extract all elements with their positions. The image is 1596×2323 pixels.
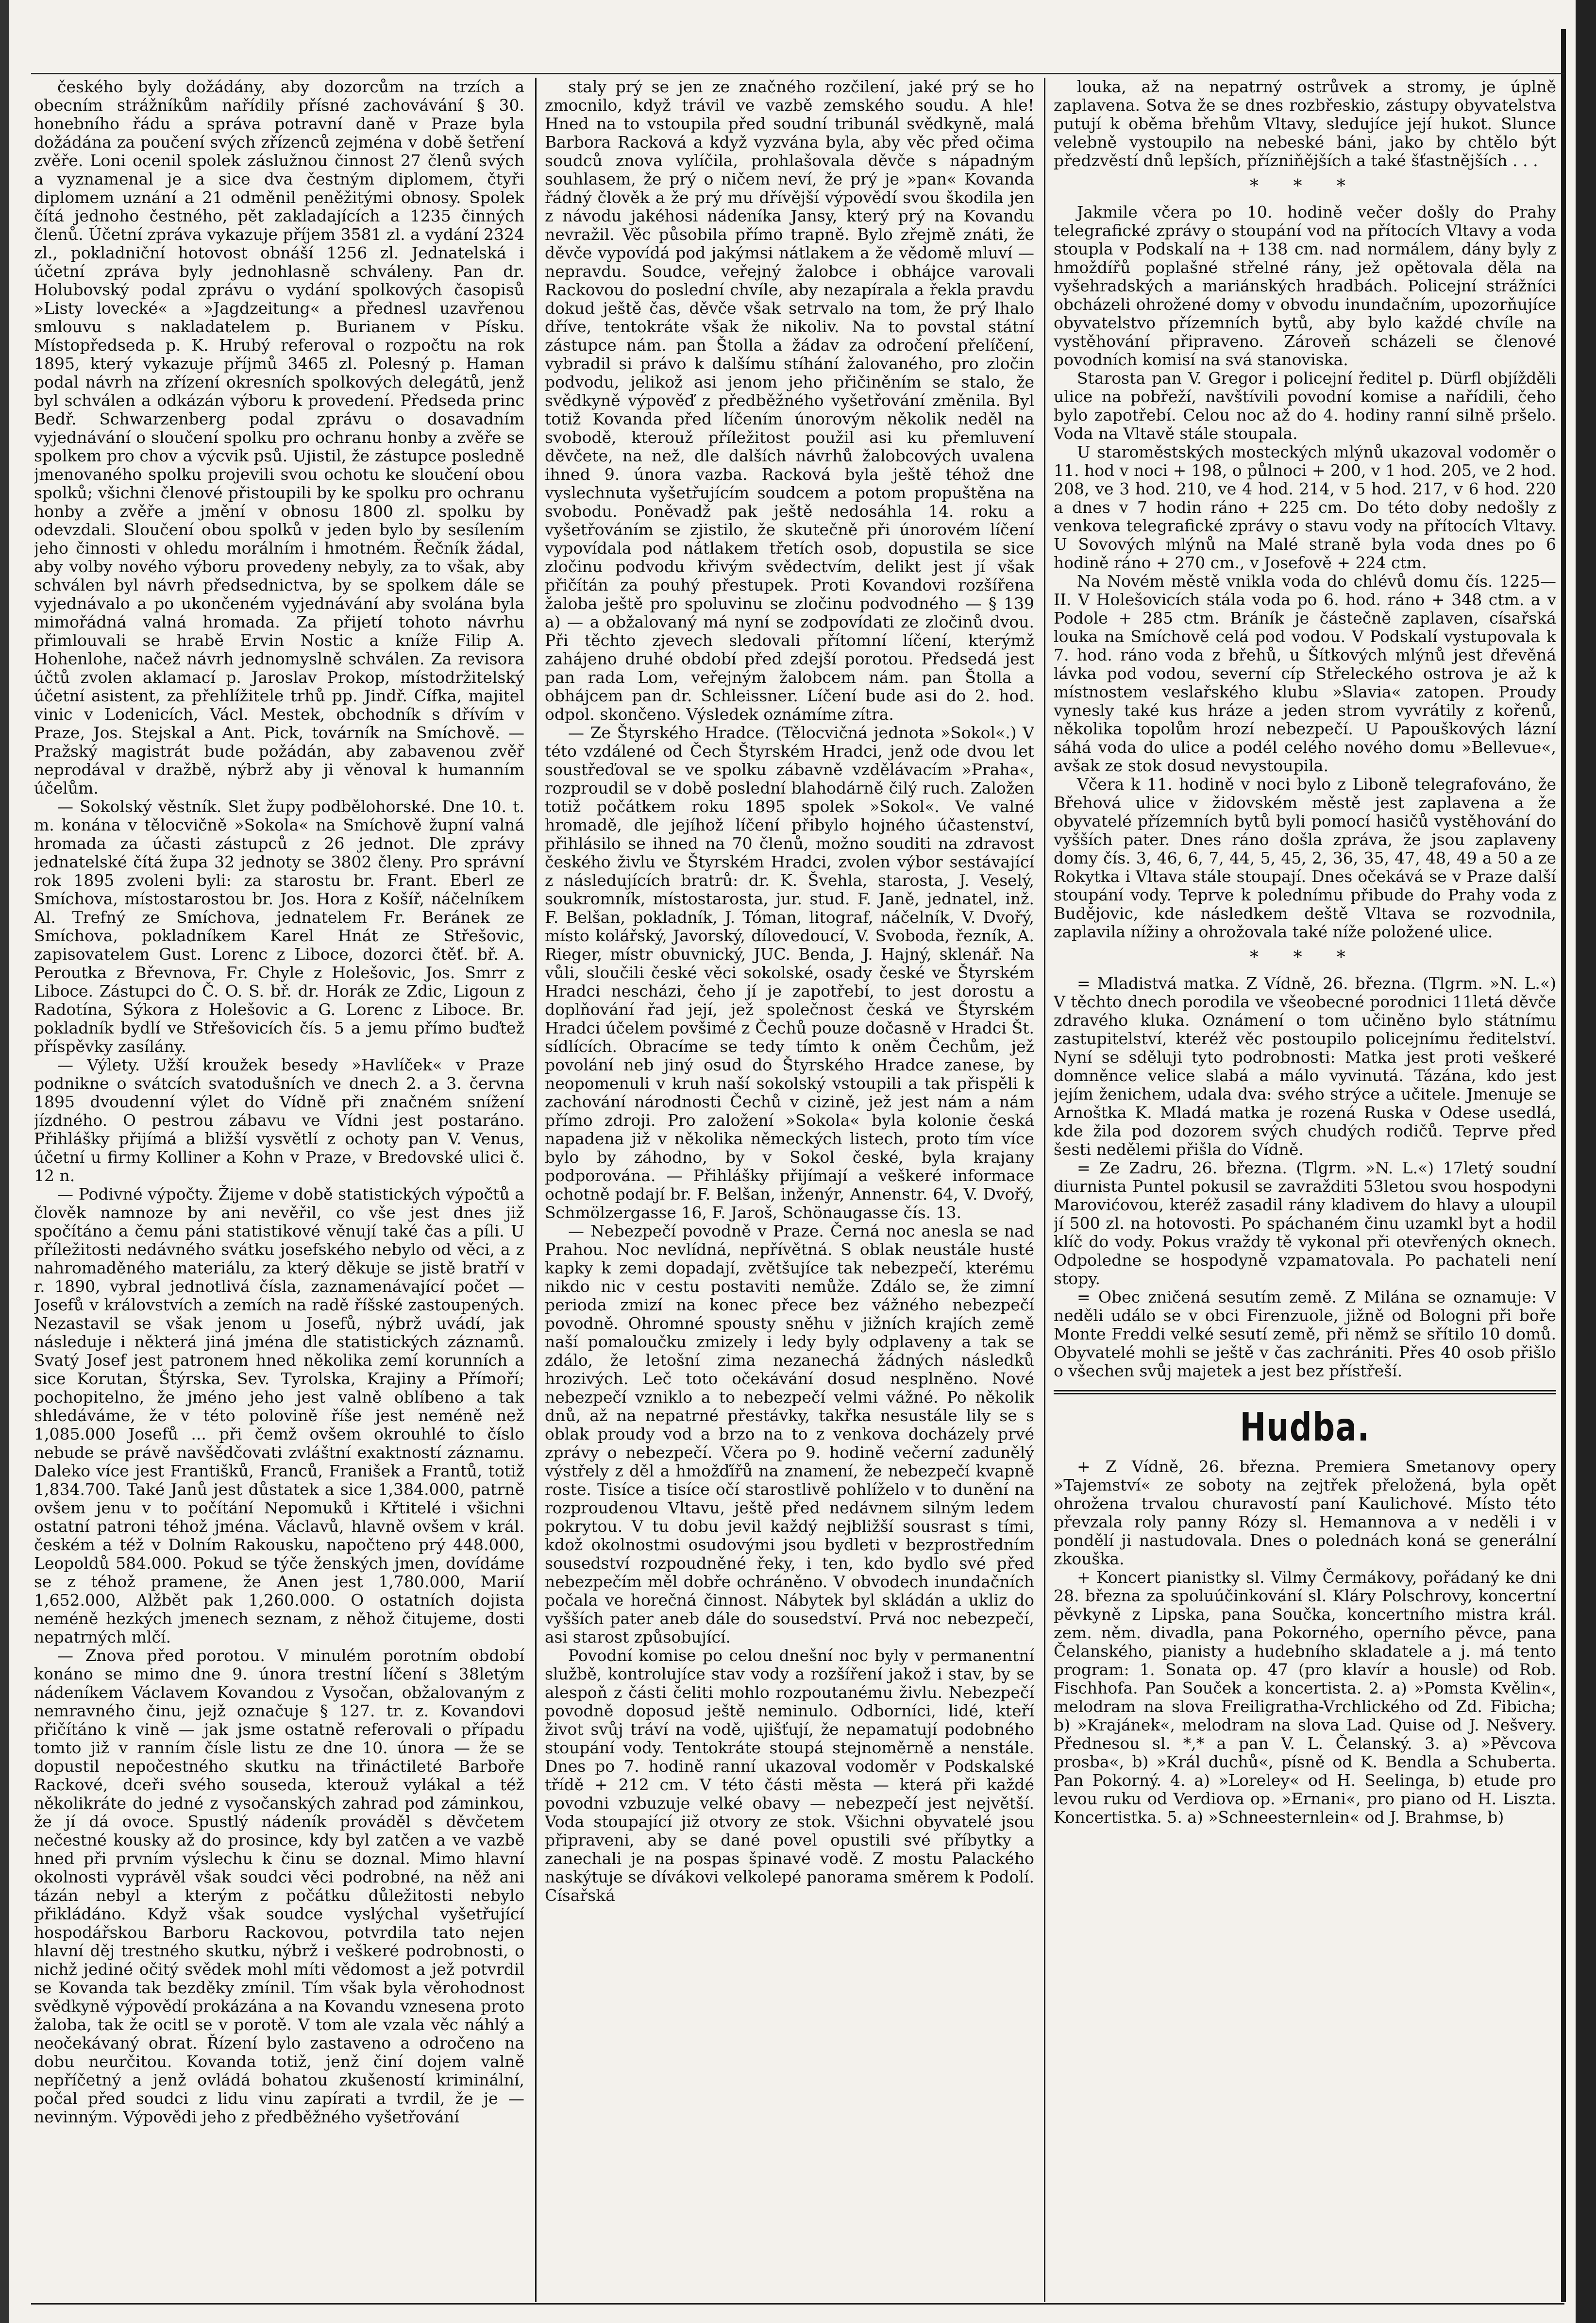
column-rule-2 [1044, 78, 1045, 2302]
article-flood-commissions: Povodní komise po celou dnešní noc byly v permanentní službě, kontrolujíce stav vody a rozšíření jakož i stav, by se alespoň z části čeliti mohlo rozpoutanému živlu. Nebezpečí povodně doposud ještě neminulo. Odborníci, lidé, kteří život svůj tráví na vodě, ujišťují, že nepamatují podobného stoupání vody. Tentokráte stoupá stejnoměrně a nenstále. Dnes po 7. hodině ranní ukazoval vodoměr v Podskalské třídě + 212 cm. V této části města — která při každé povodni vzbuzuje velké obavy — nebezpečí jest největší. Voda stoupající již otvory ze stok. Všichni obyvatelé jsou připraveni, aby se dané povel opustili své příbytky a zanechali je na pospas špinavé vodě. Z mostu Palackého naskýtuje se dívákovi velkolepé panorama směrem k Podolí. Císařská [545, 1646, 1034, 1905]
article-flood-report-3: U staroměstských mosteckých mlýnů ukazoval vodoměr o 11. hod v noci + 198, o půlnoci + 200, v 1 hod. 205, ve 2 hod. 208, ve 3 hod. 210, ve 4 hod. 214, v 5 hod. 217, v 6 hod. 220 a dnes v 7 hodin ráno + 225 cm. Do této doby nedošly z venkova telegrafické zprávy o stavu vody na přítocích Vltavy. U Sovových mlýnů na Malé straně byla voda dnes po 6 hodině ráno + 270 cm., v Josefově + 224 ctm. [1054, 442, 1556, 572]
column-1 [34, 78, 524, 2302]
article-flood-report-1: Jakmile včera po 10. hodině večer došly do Prahy telegrafické zprávy o stoupání vod na přítocích Vltavy a voda stoupla v Podskalí na + 138 cm. nad normálem, dány byly z hmoždířů poplašné střelné rány, jež opětovala děla na vyšehradských a mariánských hradbách. Policejní strážníci obcházeli ohrožené domy v obvodu inundačním, upozorňujíce obyvatelstvo přízemních bytů, aby bylo každé chvíle na vystěhování připraveno. Zároveň scházeli se členové povodních komisí na svá stanoviska. [1054, 203, 1556, 369]
article-flood-report-4: Na Novém městě vnikla voda do chlévů domu čís. 1225—II. V Holešovicích stála voda po 6. hod. ráno + 348 ctm. a v Podole + 285 ctm. Bráník je částečně zaplaven, císařská louka na Smíchově celá pod vodou. V Podskalí vystupovala k 7. hod. ráno voda z břehů, u Šítkových mlýnů jest dřevěná lávka pod vodou, severní cíp Střeleckého ostrova je až k místnostem veslařského klubu »Slavia« zatopen. Proudy vynesly také kus hráze a jeden strom vyvrátily z kořenů, několika topolům hrozí nebezpečí. U Papouškových lázní sáhá voda do ulice a podél celého nového domu »Bellevue«, avšak ze stok dosud nevystoupila. [1054, 572, 1556, 775]
article-piano-concert: + Koncert pianistky sl. Vilmy Čermákovy, pořádaný ke dni 28. března za spoluúčinkování sl. Kláry Polschrovy, koncertní pěvkyně z Lipska, pana Součka, koncertního mistra král. zem. něm. divadla, pana Pokorného, operního pěvce, pana Čelanského, pianisty a hudebního skladatele a j. má tento program: 1. Sonata op. 47 (pro klavír a housle) od Rob. Fischhofa. Pan Souček a koncertista. 2. a) »Pomsta Kvělin«, melodram na slova Freiligratha-Vrchlického od Zd. Fibicha; b) »Krajánek«, melodram na slova Lad. Quise od J. Nešvery. Přednesou sl. *,* a pan V. L. Čelanský. 3. a) »Pěvcova prosba«, b) »Král duchů«, písně od K. Bendla a Schuberta. Pan Pokorný. 4. a) »Loreley« od H. Seelinga, b) etude pro levou ruku od Verdiova op. »Ernani«, pro piano od H. Liszta. Koncertistka. 5. a) »Schneesternlein« od J. Brahmse, b) [1054, 1568, 1556, 1827]
article-sokol-news: — Sokolský věstník. Slet župy podbělohorské. Dne 10. t. m. konána v tělocvičně »Sokola« na Smíchově župní valná hromada za účasti zástupců z 26 jednot. Dle zprávy jednatelské čítá župa 32 jednoty se 3802 členy. Pro správní rok 1895 zvoleni byli: za starostu br. Frant. Eberl ze Smíchova, místostarostou br. Jos. Hora z Košíř, náčelníkem Al. Trefný ze Smíchova, jednatelem Fr. Beránek ze Smíchova, pokladníkem Karel Hnát ze Střešovic, zapisovatelem Gust. Lorenc z Liboce, dozorci čtěť. bř. A. Peroutka z Břevnova, Fr. Chyle z Holešovic, Jos. Smrr z Liboce. Zástupci do Č. O. S. bř. dr. Horák ze Zdic, Ligoun z Radotína, Sýkora z Holešovic a G. Lorenc z Liboce. Br. pokladník bydlí ve Střešovicích čís. 5 a jemu přímo buďtež příspěvky zasílány. [34, 797, 524, 1056]
column-2 [545, 78, 1034, 2302]
column-rule-1 [535, 78, 537, 2302]
section-separator-stars-2: * * * [1250, 948, 1360, 967]
section-heading-music: Hudba. [1240, 1405, 1370, 1450]
article-zadar: = Ze Zadru, 26. března. (Tlgrm. »N. L.«) 17letý soudní diurnista Puntel pokusil se zavražditi 53letou svou hospodyni Marovićovou, kteréž zasadil rány kladivem do hlavy a uloupil jí 500 zl. na hotovosti. Po spáchaném činu uzamkl byt a hodil klíč do vody. Pokus vraždy tě vykonal při otevřených oknech. Odpoledne se hospodyně vzpamatovala. Po pachateli není stopy. [1054, 1158, 1556, 1288]
section-separator-stars: * * * [1250, 176, 1360, 196]
page-edge-shadow [1576, 0, 1596, 2323]
article-again-before-jury: — Znova před porotou. V minulém porotním období konáno se mimo dne 9. února trestní líčení s 38letým nádeníkem Václavem Kovandou z Vysočan, obžalovaným z nemravného činu, jejž označuje § 127. tr. z. Kovandovi přičítáno k vině — jak jsme ostatně referovali o případu tomto již v ranním čísle listu ze dne 10. února — že se dopustil nepočestného skutku na třináctileté Barboře Rackové, dceři svého souseda, kterouž vylákal a též několikráte do jedné z vysočanských zahrad pod záminkou, že jí dá ovoce. Spustlý nádeník prováděl s děvčetem nečestné kousky až do prosince, kdy byl zatčen a ve vazbě hned při prvním výslechu k činu se doznal. Mimo hlavní okolnosti vyprávěl však soudci věci podrobné, na něž ani tázán nebyl a kterým z počátku důležitosti nebylo přikládáno. Když však soudce vyslýchal vyšetřující hospodářskou Barboru Rackovou, potvrdila tato nejen hlavní děj trestného skutku, nýbrž i veškeré podrobnosti, o nichž jediné očitý svědek mohl míti vědomost a jež potvrdil se Kovanda tak bezděky zmínil. Tím však byla věrohodnost svědkyně výpovědí prokázána a na Kovandu vznesena proto žaloba, tak že ocitl se v porotě. V tom ale vzala věc náhlý a neočekávaný obrat. Řízení bylo zastaveno a odročeno na dobu neurčitou. Kovanda totiž, jenž činí dojem valně nepříčetný a jenž ovládá bohatou zkušeností kriminální, počal před soudci z lidu vinu zapírati a tvrdil, že je — nevinným. Výpovědi jeho z předběžného vyšetřování [34, 1646, 524, 2126]
top-rule [31, 73, 1564, 74]
article-flood-continued: louka, až na nepatrný ostrůvek a stromy, je úplně zaplavena. Sotva že se dnes rozbřeskio, zástupy obyvatelstva putují k oběma břehům Vltavy, sledujíce její hukot. Slunce velebně vystoupilo na nebeské báni, jako by chtělo být předzvěstí dnů lepších, přízniňějších a také šťastnějších . . . [1054, 78, 1556, 170]
section-rule-top [1054, 1390, 1556, 1391]
page-binding-shadow [0, 0, 9, 2323]
article-vienna-premiere: + Z Vídně, 26. března. Premiera Smetanovy opery »Tajemství« ze soboty na zejtřek přeložená, byla opět ohrožena trvalou churavostí paní Kaulichové. Místo této převzala roly panny Rózy sl. Hemannova a v neděli i v pondělí ji nastudovala. Dnes o polednách koná se generální zkouška. [1054, 1457, 1556, 1568]
article-flood-danger: — Nebezpečí povodně v Praze. Černá noc anesla se nad Prahou. Noc nevlídná, nepřívětná. S oblak neustále husté kapky k zemi dopadají, zvětšujíce tak nebezpečí, kterému nikdo nic v cestu postaviti nemůže. Zdálo se, že zimní perioda zmizí na konec přece bez vážného nebezpečí povodně. Ohromné spousty sněhu v jižních krajích země naší pomaloučku zmizely i ledy byly odplaveny a tak se zdálo, že letošní zima nezanechá žádných následků hrozivých. Leč toto očekávání dosud nesplněno. Nové nebezpečí vzniklo a to nebezpečí velmi vážné. Po několik dnů, až na nepatrné přestávky, takřka nesustále lily se s oblak proudy vod a brzo na to z venkova docházely prvé zprávy o nebezpečí. Včera po 9. hodině večerní zadunělý výstřely z děl a hmožďířů na znamení, že nebezpečí kvapně roste. Tisíce a tisíce očí starostlivě pohlíželo v to dunění na rozproudenou Vltavu, ještě před nedávnem silným ledem pokrytou. V tu dobu jevil každý nejbližší sousrast s tími, kdož okolnostmi osudovými jsou bydleti v bezprostředním sousedství rozpoudněné řeky, i ten, kdo bydlo své před nebezpečím měl dobře ochráněno. V obvodech inundačních počala ve horečná činnost. Nábytek byl skládán a ukliz do vyšších pater aneb dále do sousedství. Prvá noc nebezpečí, asi starost způsobující. [545, 1221, 1034, 1646]
article-landslide: = Obec zničená sesutím země. Z Milána se oznamuje: V neděli událo se v obci Firenzuole, jižně od Bologni při boře Monte Freddi velké sesutí země, při němž se sřítilo 10 domů. Obyvatelé mohli se ještě v čas zachrániti. Přes 40 osob přišlo o všechen svůj majetek a jest bez přístřeší. [1054, 1288, 1556, 1380]
article-strange-calculations: — Podivné výpočty. Žijeme v době statistických výpočtů a člověk namnoze by ani nevěřil, co vše jest dnes již spočítáno a čemu páni statistikové věnují také čas a píli. U příležitosti nedávného svátku josefského nebylo od věci, a z nahromaděného materiálu, za který děkuje se jistě bratří v r. 1890, vybral jednotlivá čísla, zaznamenávající počet — Josefů v královstvích a zemích na radě říšské zastoupených. Nezastavil se však jenom u Josefů, nýbrž uvádí, jak následuje i některá jiná jména dle statistických záznamů. Svatý Josef jest patronem hned několika zemí korunních a sice Korutan, Štýrska, Sev. Tyrolska, Krajiny a Přímoří; pochopitelno, že jméno jeho jest valně oblíbeno a tak shledáváme, že v této polovině říše jest neméně než 1,085.000 Josefů ... při čemž ovšem okrouhlé to číslo nebude se právě navšědčovati zvláštní exaktností záznamu. Daleko více jest Františků, Franců, Franišek a Frantů, totiž 1,834.700. Také Janů jest důstatek a sice 1,384.000, patrně ovšem jenu v to počítání Nepomuků i Křtitelé i všichni ostatní patroni téhož jména. Václavů, hlavně ovšem v král. českém a též v Dolním Rakousku, napočteno prý 448.000, Leopoldů 584.000. Pokud se týče ženských jmen, dovídáme se z téhož pramene, že Anen jest 1,780.000, Marií 1,652.000, Alžbět pak 1,260.000. O ostatních dojista neméně hezkých jmenech seznam, z něhož čitujeme, dosti nepatrných mlčí. [34, 1185, 524, 1646]
article-hunting-society: českého byly dožádány, aby dozorcům na trzích a obecním strážníkům nařídily přísné zachovávání § 30. honebního řádu a správa potravní daně v Praze byla dožádána za poučení svých zřízenců zejména v době šetření zvěře. Loni ocenil spolek záslužnou činnost 27 členů svých a vyznamenal je a sice dva čestným diplomem, čtyři diplomem uznání a 21 odměnil peněžitými obnosy. Spolek čítá jednoho čestného, pět zakladajících a 1235 činných členů. Účetní zpráva vykazuje příjem 3581 zl. a vydání 2324 zl., pokladniční hotovost obnáší 1256 zl. Jednatelská i účetní zpráva byly jednohlasně schváleny. Pan dr. Holubovský podal zprávu o vydání spolkových časopisů »Listy lovecké« a »Jagdzeitung« a přednesl uzavřenou smlouvu s nakladatelem p. Burianem v Písku. Místopředseda p. K. Hrubý referoval o rozpočtu na rok 1895, který vykazuje příjmů 3465 zl. Polesný p. Haman podal návrh na zřízení okresních spolkových delegátů, jenž byl schválen a odkázán výboru k provedení. Předseda princ Bedř. Schwarzenberg podal zprávu o dosavadním vyjednávání o sloučení spolku pro ochranu honby a zvěře se spolkem pro chov a výcvik psů. Ujistil, že zástupce posledně jmenovaného spolku projevili svou ochotu ke sloučení obou spolků; všichni členové přistoupili by ke spolku pro ochranu honby a zvěře a jmění v obnosu 1800 zl. spolku by odevzdali. Sloučení obou spolků v jeden bylo by sesílením jeho činnosti v ohledu morálním i hmotném. Řečník žádal, aby volby nového výboru provedeny nebyly, za to však, aby schválen byl návrh předsednictva, by se spolkem dále se vyjednávalo a po ukončeném vyjednávání aby svolána byla mimořádná valná hromada. Za přijetí tohoto návrhu přimlouvali se hrabě Ervin Nostic a kníže Filip A. Hohenlohe, načež návrh jednomyslně schválen. Za revisora účtů zvolen aklamací p. Jaroslav Prokop, místodržitelský účetní asistent, za přehlížitele trhů pp. Jindř. Cífka, majitel vinic v Lodenicích, Václ. Mestek, obchodník s dřívím v Praze, Jos. Stejskal a Ant. Pick, továrník na Smíchově. — Pražský magistrát bude požádán, aby zabavenou zvěř neprodával v dražbě, nýbrž aby ji věnoval k humanním účelům. [34, 78, 524, 797]
article-flood-report-5: Včera k 11. hodině v noci bylo z Liboně telegrafováno, že Břehová ulice v židovském městě jest zaplavena a že obyvatelé přízemních bytů byli pomocí hasičů vystěhování do vyšších pater. Dnes ráno došla zpráva, že jsou zaplaveny domy čís. 3, 46, 6, 7, 44, 5, 45, 2, 36, 35, 47, 48, 49 a 50 a ze Rokytka i Vltava stále stoupají. Dnes očekává se v Praze další stoupání vody. Teprve k polednímu přibude do Prahy voda z Budějovic, kde následkem deště Vltava se rozvodnila, zaplavila nížiny a ohrožovala také níže položené ulice. [1054, 775, 1556, 941]
bottom-rule [31, 2303, 1564, 2305]
article-flood-report-2: Starosta pan V. Gregor i policejní ředitel p. Dürfl objížděli ulice na pobřeží, navštívili povodní komise a nařídili, čeho bylo zapotřebí. Celou noc až do 4. hodiny ranní silně pršelo. Voda na Vltavě stále stoupala. [1054, 369, 1556, 443]
column-3 [1054, 78, 1556, 2302]
page-edge-line [1561, 29, 1566, 2302]
article-graz-sokol: — Ze Štyrského Hradce. (Tělocvičná jednota »Sokol«.) V této vzdálené od Čech Štyrském Hradci, jenž ode dvou let soustřeďoval se ve spolku zábavně vzdělávacím »Praha«, rozproudil se v době poslední blahodárně čilý ruch. Založen totiž počátkem roku 1895 spolek »Sokol«. Ve valné hromadě, dle jejíhož líčení přibylo hojného účastenství, přihlásilo se ihned na 70 členů, možno souditi na zdravost českého živlu ve Štyrském Hradci, zvolen výbor sestávající z následujících bratrů: dr. K. Švehla, starosta, J. Veselý, soukromník, místostarosta, jur. stud. F. Janě, jednatel, inž. F. Belšan, pokladník, J. Tóman, litograf, náčelník, V. Dvořý, místo kolářský, Javorský, dílovedoucí, V. Svoboda, řezník, A. Rieger, místr obuvnický, JUC. Benda, J. Hajný, sklenář. Na vůli, sloučili české věci sokolské, osady české ve Štyrském Hradci nescházi, čeho jí je zapotřebí, to jest dorostu a doplňování řad její, jež společnost česká ve Štyrském Hradci účelem povšimé z Čechů pouze dočasně v Hradci Št. sídlících. Obracíme se tedy tímto k oněm Čechům, jež povolání neb jiný osud do Štyrského Hradce zanese, by neopomenuli v kruh naší sokolský vstoupili a tak přispěli k zachování národnosti Čechů v cizině, jež jest nám a nám přímo zdroji. Pro založení »Sokola« byla kolonie česká napadena již v několika německých listech, proto tím více bylo by záhodno, by v Sokol české, byla krajany podporována. — Přihlášky přijímají a veškeré informace ochotně podají br. F. Belšan, inženýr, Annenstr. 64, V. Dvořý, Schmölzergasse 16, F. Jaroš, Schönaugasse čís. 13. [545, 723, 1034, 1222]
section-rule-top-2 [1054, 1393, 1556, 1394]
article-trips: — Výlety. Užší kroužek besedy »Havlíček« v Praze podnikne o svátcích svatodušních ve dnech 2. a 3. června 1895 dvoudenní výlet do Vídně při značném snížení jízdného. O pestrou zábavu ve Vídni jest postaráno. Přihlášky přijímá a bližší vysvětlí z ochoty pan V. Venus, účetní u firmy Kolliner a Kohn v Praze, v Bredovské ulici č. 12 n. [34, 1055, 524, 1185]
article-jury-continued: staly prý se jen ze značného rozčilení, jaké prý se ho zmocnilo, když trávil ve vazbě zemského soudu. A hle! Hned na to vstoupila před soudní tribunál svědkyně, malá Barbora Racková a když vyzvána byla, aby věc před očima soudců znova vylíčila, prohlašovala děvče s nápadným souhlasem, že prý o ničem neví, že prý je »pan« Kovanda řádný člověk a že prý mu dřívější výpovědí svou škodila jen z návodu jakéhosi nádeníka Jansy, který prý na Kovandu nevražil. Věc působila přímo trapně. Bylo zřejmě znáti, že děvče vypovídá pod jakýmsi nátlakem a že vědomě mluví — nepravdu. Soudce, veřejný žalobce i obhájce varovali Rackovou do poslední chvíle, aby nezapírala a řekla pravdu dokud ještě čas, děvče však setrvalo na tom, že prý lhalo dříve, tentokráte však že nikoliv. Na to povstal státní zástupce nám. pan Štolla a žádav za odročení přelíčení, vybradil si právo k dalšímu stíhání žalovaného, pro zločin podvodu, jelikož asi jenom jeho přičiněním se stalo, že svědkyně výpověď z předběžného vyšetřování změnila. Byl totiž Kovanda před líčením únorovým několik neděl na svobodě, kterouž příležitost použil asi ku přemluvení děvčete, na než, dle dalších návrhů žalobcových uvalena ihned 9. února vazba. Racková byla ještě téhož dne vyslechnuta vyšetřujícím soudcem a potom propuštěna na svobodu. Poněvadž pak ještě nedosáhla 14. roku a vyšetřováním se zjistilo, že skutečně při únorovém líčení vypovídala pod nátlakem třetích osob, dopustila se sice zločinu podvodu křivým svědectvím, delikt jest jí však přičítán za pouhý přestupek. Proti Kovandovi rozšířena žaloba ještě pro spoluvinu se zločinu podvodného — § 139 a) — a obžalovaný má nyní se zodpovídati ze zločinů dvou. Při těchto zjevech sledovali přítomní líčení, kterýmž zahájeno druhé období před zdejší porotou. Předsedá jest pan rada Lom, veřejným žalobcem nám. pan Štolla a obhájcem pan dr. Schleissner. Líčení bude asi do 2. hod. odpol. skončeno. Výsledek oznámíme zítra. [545, 78, 1034, 724]
article-young-mother: = Mladistvá matka. Z Vídně, 26. března. (Tlgrm. »N. L.«) V těchto dnech porodila ve všeobecné porodnici 11letá děvče zdravého kluka. Oznámení o tom učiněno bylo státnímu zastupitelství, kteréž věc postoupilo policejnímu ředitelství. Nyní se sděluji tyto podrobnosti: Matka jest proti veškeré domněnce velice slabá a málo vyvinutá. Tázána, kdo jest jejím ženichem, udala dva: svého strýce a učitele. Jmenuje se Arnoštka K. Mladá matka je rozená Ruska v Odese usedlá, kde žila pod dozorem svých chudých rodičů. Teprve před šesti nedělemi přišla do Vídně. [1054, 974, 1556, 1159]
